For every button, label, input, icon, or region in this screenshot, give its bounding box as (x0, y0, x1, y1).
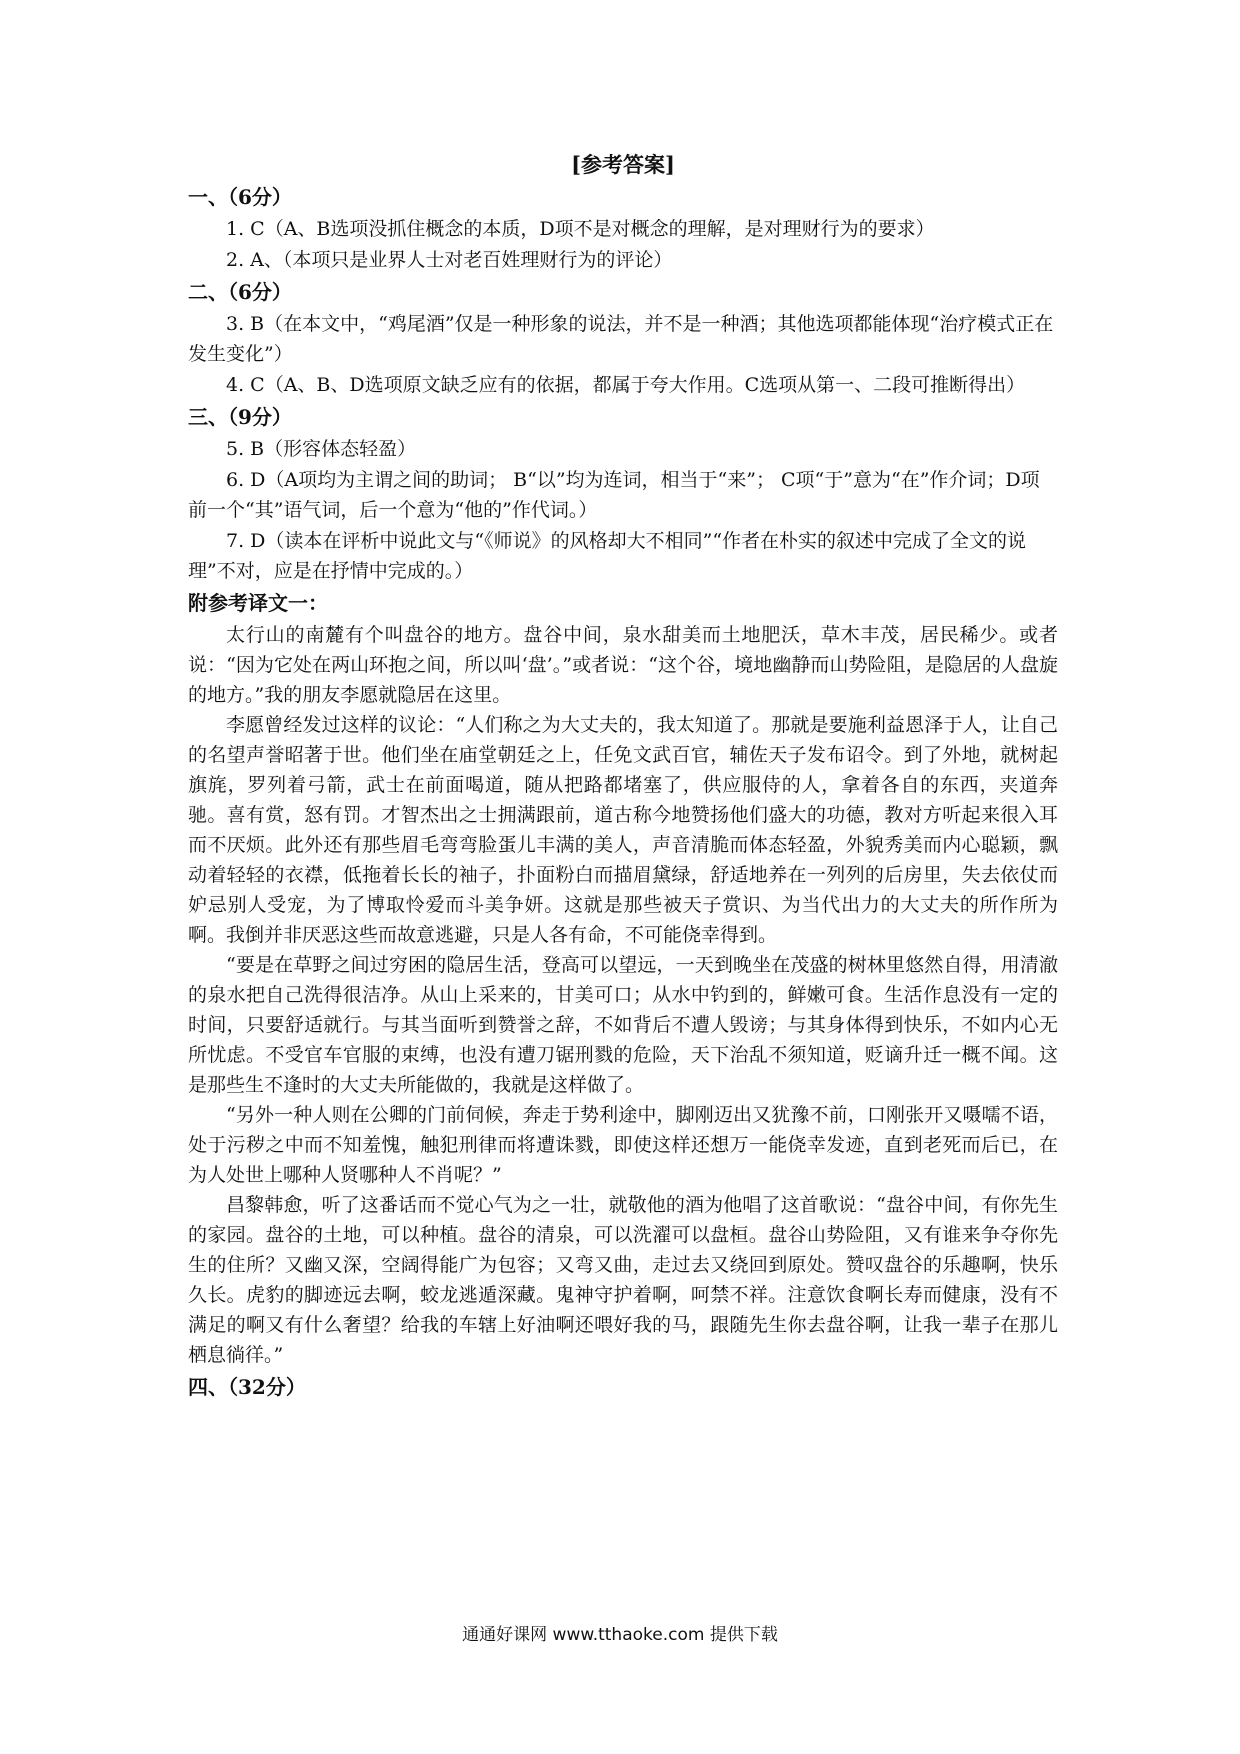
translation-paragraph: 太行山的南麓有个叫盘谷的地方。盘谷中间，泉水甜美而土地肥沃，草木丰茂，居民稀少。或者说：“因为它处在两山环抱之间，所以叫‘盘’。”或者说：“这个谷，境地幽静而山势险阻，是隐居的人盘旋的地方。”我的朋友李愿就隐居在这里。 (188, 624, 1058, 706)
section-2-heading: 二、（6分） (188, 280, 292, 304)
footer-text: 通通好课网 www.tthaoke.com 提供下载 (462, 1625, 778, 1645)
answer-item: 2. A、（本项只是业界人士对老百姓理财行为的评论） (226, 249, 673, 271)
translation-paragraph: “另外一种人则在公卿的门前伺候，奔走于势利途中，脚刚迈出又犹豫不前，口刚张开又嗫嚅不语，处于污秽之中而不知羞愧，触犯刑律而将遭诛戮，即使这样还想万一能侥幸发迹，直到老死而后已，在为人处世上哪种人贤哪种人不肖呢？” (188, 1104, 1058, 1186)
section-4-heading: 四、（32分） (188, 1375, 306, 1399)
answer-item: 3. B（在本文中，“鸡尾酒”仅是一种形象的说法，并不是一种酒；其他选项都能体现“治疗模式正在发生变化”） (188, 313, 1054, 365)
translation-heading: 附参考译文一： (188, 591, 328, 615)
translation-paragraph: 李愿曾经发过这样的议论：“人们称之为大丈夫的，我太知道了。那就是要施利益恩泽于人，让自己的名望声誉昭著于世。他们坐在庙堂朝廷之上，任免文武百官，辅佐天子发布诏令。到了外地，就树起旗旄，罗列着弓箭，武士在前面喝道，随从把路都堵塞了，供应服侍的人，拿着各自的东西，夹道奔驰。喜有赏，怒有罚。才智杰出之士拥满跟前，道古称今地赞扬他们盛大的功德，教对方听起来很入耳而不厌烦。此外还有那些眉毛弯弯脸蛋儿丰满的美人，声音清脆而体态轻盈，外貌秀美而内心聪颖，飘动着轻轻的衣襟，低拖着长长的袖子，扑面粉白而描眉黛绿，舒适地养在一列列的后房里，失去依仗而妒忌别人受宠，为了博取怜爱而斗美争妍。这就是那些被天子赏识、为当代出力的大丈夫的所作所为啊。我倒并非厌恶这些而故意逃避，只是人各有命，不可能侥幸得到。 (188, 714, 1058, 946)
answer-item: 6. D（A项均为主谓之间的助词； B“以”均为连词，相当于“来”； C项“于”意为“在”作介词；D项前一个“其”语气词，后一个意为“他的”作代词。） (188, 469, 1040, 521)
answer-document (188, 150, 1058, 1404)
translation-paragraph: 昌黎韩愈，听了这番话而不觉心气为之一壮，就敬他的酒为他唱了这首歌说：“盘谷中间，有你先生的家园。盘谷的土地，可以种植。盘谷的清泉，可以洗濯可以盘桓。盘谷山势险阻，又有谁来争夺你先生的住所？又幽又深，空阔得能广为包容；又弯又曲，走过去又绕回到原处。赞叹盘谷的乐趣啊，快乐久长。虎豹的脚迹远去啊，蛟龙逃遁深藏。鬼神守护着啊，呵禁不祥。注意饮食啊长寿而健康，没有不满足的啊又有什么奢望？给我的车辖上好油啊还喂好我的马，跟随先生你去盘谷啊，让我一辈子在那儿栖息徜徉。” (188, 1194, 1058, 1366)
section-1-heading: 一、（6分） (188, 185, 292, 209)
page-title: [参考答案] (571, 152, 675, 177)
translation-paragraph: “要是在草野之间过穷困的隐居生活，登高可以望远，一天到晚坐在茂盛的树林里悠然自得，用清澈的泉水把自己洗得很洁净。从山上采来的，甘美可口；从水中钓到的，鲜嫩可食。生活作息没有一定的时间，只要舒适就行。与其当面听到赞誉之辞，不如背后不遭人毁谤；与其身体得到快乐，不如内心无所忧虑。不受官车官服的束缚，也没有遭刀锯刑戮的危险，天下治乱不须知道，贬谪升迁一概不闻。这是那些生不逢时的大丈夫所能做的，我就是这样做了。 (188, 954, 1058, 1096)
answer-item: 7. D（读本在评析中说此文与“《师说》的风格却大不相同”“作者在朴实的叙述中完成了全文的说理”不对，应是在抒情中完成的。） (188, 530, 1027, 582)
answer-item: 1. C（A、B选项没抓住概念的本质，D项不是对概念的理解，是对理财行为的要求） (226, 218, 935, 240)
section-3-heading: 三、（9分） (188, 405, 292, 429)
answer-item: 4. C（A、B、D选项原文缺乏应有的依据，都属于夸大作用。C选项从第一、二段可推断得出） (226, 374, 1026, 396)
answer-item: 5. B（形容体态轻盈） (226, 438, 417, 460)
